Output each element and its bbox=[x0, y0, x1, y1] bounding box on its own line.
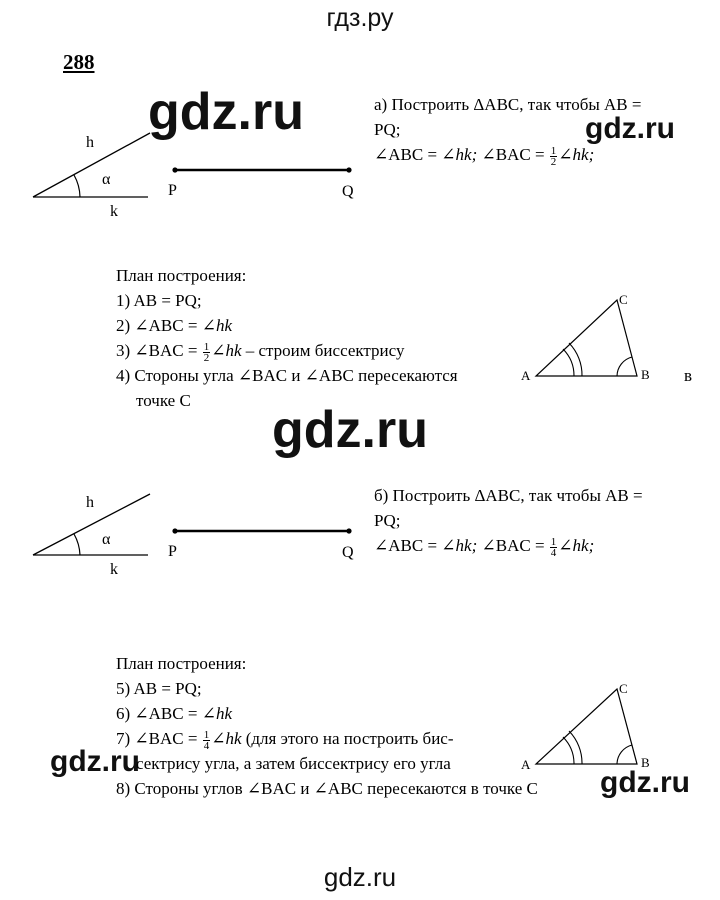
plan-a-step4-v: в bbox=[684, 366, 693, 385]
watermark-large-2: gdz.ru bbox=[272, 401, 428, 459]
label-b-b: B bbox=[641, 755, 650, 770]
label-c-b: C bbox=[619, 681, 628, 696]
plan-b-step7: 7) ∠BAC = $\frac{1}{4}$ ∠hk (для этого на построить бис- bbox=[116, 728, 454, 752]
label-q-a: Q bbox=[342, 183, 354, 200]
label-h-b: h bbox=[86, 494, 94, 511]
label-k-b: k bbox=[110, 561, 118, 578]
plan-b-step6: 6) ∠ABC = ∠hk bbox=[116, 704, 232, 723]
plan-a-step4-line2: точке С bbox=[136, 391, 191, 410]
site-watermark-bottom: gdz.ru bbox=[323, 862, 397, 892]
label-p-b: P bbox=[168, 543, 177, 560]
label-p-a: P bbox=[168, 182, 177, 199]
watermark-medium-3: gdz.ru bbox=[600, 766, 690, 799]
watermark-medium-2: gdz.ru bbox=[50, 745, 140, 778]
condition-b-line1: б) Построить ΔABC, так чтобы AB = bbox=[374, 486, 643, 505]
label-a-a: A bbox=[521, 368, 531, 383]
label-b-a: B bbox=[641, 367, 650, 382]
condition-a-line2: PQ; bbox=[374, 120, 401, 139]
plan-b-step5: 5) AB = PQ; bbox=[116, 679, 202, 698]
exercise-number: 288 bbox=[63, 50, 95, 74]
label-a-b: A bbox=[521, 757, 531, 772]
watermark-large-1: gdz.ru bbox=[148, 83, 304, 141]
plan-a-step4-line1: 4) Стороны угла ∠BAC и ∠ABC пересекаются bbox=[116, 366, 458, 385]
plan-a-step2: 2) ∠ABC = ∠hk bbox=[116, 316, 232, 335]
plan-a-step3: 3) ∠BAC = $\frac{1}{2}$ ∠hk – строим биссектрису bbox=[116, 340, 405, 364]
plan-b-title: План построения: bbox=[116, 654, 247, 673]
plan-a-title: План построения: bbox=[116, 266, 247, 285]
label-k-a: k bbox=[110, 203, 118, 220]
label-h-a: h bbox=[86, 134, 94, 151]
plan-b-step7-line2: сектрису угла, а затем биссектрису его угла bbox=[136, 754, 451, 773]
condition-a-line3: ∠ABC = ∠hk; ∠BAC = $\frac{1}{2}$ ∠hk; bbox=[374, 144, 595, 168]
plan-b-step8: 8) Стороны углов ∠BAC и ∠ABC пересекаются в точке С bbox=[116, 779, 538, 798]
watermark-medium-1: gdz.ru bbox=[585, 112, 675, 145]
fraction-half: $\frac{1}{2}$ bbox=[550, 144, 557, 168]
fraction-quarter: $\frac{1}{4}$ bbox=[550, 535, 557, 559]
label-c-a: C bbox=[619, 292, 628, 307]
condition-b-line2: PQ; bbox=[374, 511, 401, 530]
condition-a-line1: а) Построить ΔABC, так чтобы AB = bbox=[374, 95, 642, 114]
plan-a-step1: 1) AB = PQ; bbox=[116, 291, 202, 310]
condition-b-line3: ∠ABC = ∠hk; ∠BAC = $\frac{1}{4}$ ∠hk; bbox=[374, 535, 595, 559]
label-q-b: Q bbox=[342, 544, 354, 561]
label-alpha-a: α bbox=[102, 171, 111, 188]
site-watermark-top: гдз.ру bbox=[326, 4, 394, 32]
label-alpha-b: α bbox=[102, 531, 111, 548]
